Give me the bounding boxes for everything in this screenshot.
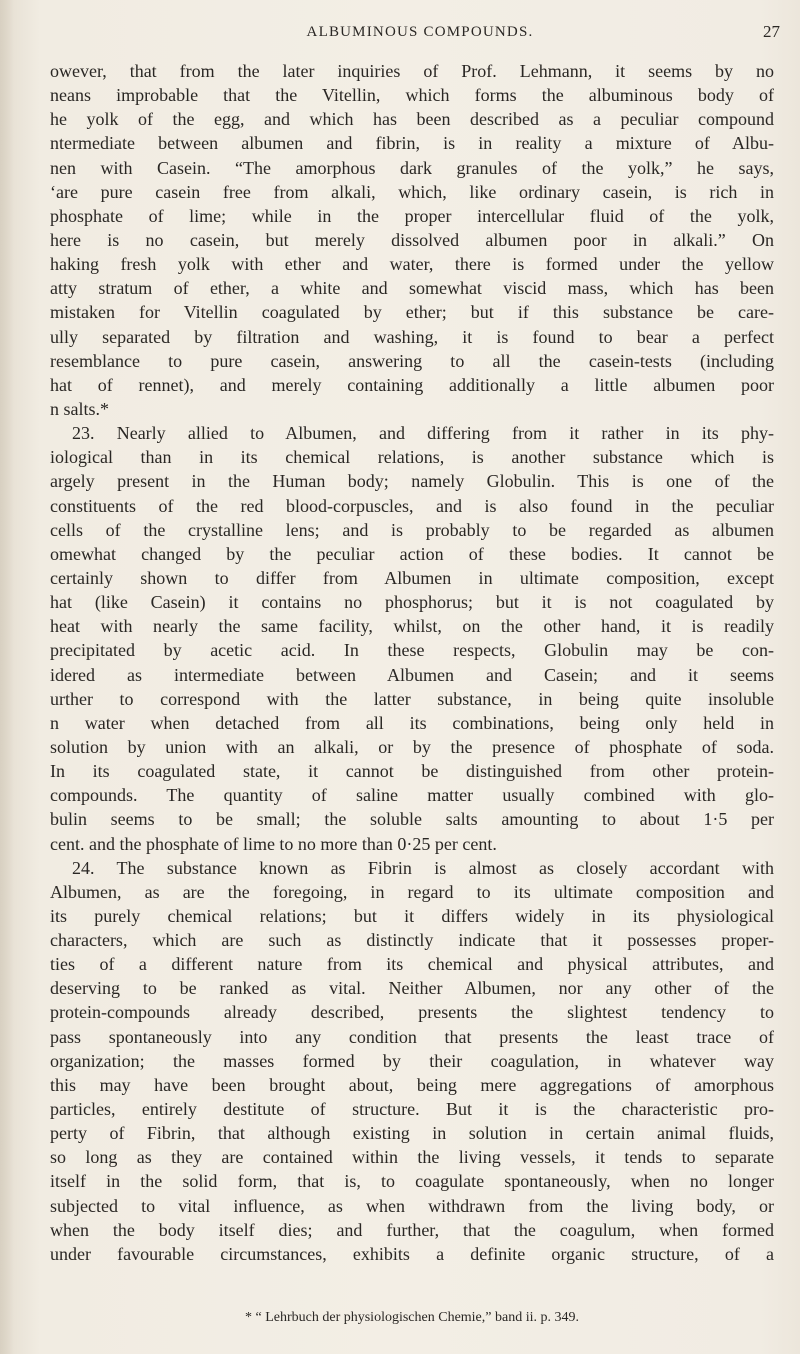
text-line: subjected to vital influence, as when withdrawn from the living body, or xyxy=(50,1195,774,1216)
text-line: characters, which are such as distinctly indicate that it possesses proper- xyxy=(50,930,774,951)
text-line: n salts.* xyxy=(50,398,110,419)
text-line: bulin seems to be small; the soluble salts amounting to about 1·5 per xyxy=(50,809,774,830)
text-line: pass spontaneously into any condition that presents the least trace of xyxy=(50,1026,774,1047)
text-line: deserving to be ranked as vital. Neither Albumen, nor any other of the xyxy=(50,978,774,999)
text-line: ties of a different nature from its chemical and physical attributes, and xyxy=(50,954,774,975)
text-line: ully separated by filtration and washing, it is found to bear a perfect xyxy=(50,326,774,347)
text-line: omewhat changed by the peculiar action of these bodies. It cannot be xyxy=(50,543,774,564)
text-line: phosphate of lime; while in the proper intercellular fluid of the yolk, xyxy=(50,205,774,226)
text-line: Albumen, as are the foregoing, in regard to its ultimate composition and xyxy=(50,881,774,902)
footnote: * “ Lehrbuch der physiologischen Chemie,” band ii. p. 349. xyxy=(245,1310,579,1325)
text-line: ntermediate between albumen and fibrin, is in reality a mixture of Albu- xyxy=(50,133,774,154)
text-line: its purely chemical relations; but it differs widely in its physiological xyxy=(50,905,774,926)
text-line: ‘are pure casein free from alkali, which, like ordinary casein, is rich in xyxy=(50,181,774,202)
text-line: compounds. The quantity of saline matter usually combined with glo- xyxy=(50,785,774,806)
text-line: heat with nearly the same facility, whilst, on the other hand, it is readily xyxy=(50,616,774,637)
text-line: cells of the crystalline lens; and is probably to be regarded as albumen xyxy=(50,519,774,540)
text-line: iological than in its chemical relations, is another substance which is xyxy=(50,447,774,468)
text-line: neans improbable that the Vitellin, which forms the albuminous body of xyxy=(50,85,774,106)
text-line: certainly shown to differ from Albumen in ultimate composition, except xyxy=(50,567,774,588)
text-line: hat (like Casein) it contains no phosphorus; but it is not coagulated by xyxy=(50,592,774,613)
running-head: ALBUMINOUS COMPOUNDS. xyxy=(306,24,534,40)
text-line: protein-compounds already described, presents the slightest tendency to xyxy=(50,1002,774,1023)
text-line: resemblance to pure casein, answering to all the casein-tests (including xyxy=(50,350,774,371)
text-line: here is no casein, but merely dissolved albumen poor in alkali.” On xyxy=(50,229,774,250)
text-line: atty stratum of ether, a white and somewhat viscid mass, which has been xyxy=(50,278,774,299)
text-line: constituents of the red blood-corpuscles, and is also found in the peculiar xyxy=(50,495,774,516)
text-line: idered as intermediate between Albumen and Casein; and it seems xyxy=(50,664,774,685)
text-line: he yolk of the egg, and which has been described as a peculiar compound xyxy=(50,109,774,130)
text-line: organization; the masses formed by their coagulation, in whatever way xyxy=(50,1050,774,1071)
text-line: haking fresh yolk with ether and water, there is formed under the yellow xyxy=(50,254,774,275)
text-line: owever, that from the later inquiries of Prof. Lehmann, it seems by no xyxy=(50,61,774,81)
text-line: mistaken for Vitellin coagulated by ether; but if this substance be care- xyxy=(50,302,774,323)
text-line: In its coagulated state, it cannot be distinguished from other protein- xyxy=(50,761,774,782)
text-line: itself in the solid form, that is, to coagulate spontaneously, when no longer xyxy=(50,1171,774,1192)
text-line: so long as they are contained within the living vessels, it tends to separate xyxy=(50,1147,774,1168)
text-line: when the body itself dies; and further, that the coagulum, when formed xyxy=(50,1219,774,1240)
text-line: perty of Fibrin, that although existing in solution in certain animal fluids, xyxy=(50,1123,774,1144)
text-line: argely present in the Human body; namely Globulin. This is one of the xyxy=(50,471,774,492)
paragraph-23-start: 23. Nearly allied to Albumen, and differing from it rather in its phy- xyxy=(72,423,774,444)
body-text xyxy=(50,59,774,1266)
text-line: hat of rennet), and merely containing additionally a little albumen poor xyxy=(50,374,774,395)
text-line: cent. and the phosphate of lime to no more than 0·25 per cent. xyxy=(50,833,497,854)
text-line: urther to correspond with the latter substance, in being quite insoluble xyxy=(50,688,774,709)
paragraph-24-start: 24. The substance known as Fibrin is almost as closely accordant with xyxy=(72,857,774,878)
page-header xyxy=(60,24,780,50)
text-line: precipitated by acetic acid. In these respects, Globulin may be con- xyxy=(50,640,774,661)
text-line: solution by union with an alkali, or by the presence of phosphate of soda. xyxy=(50,736,774,757)
text-line: nen with Casein. “The amorphous dark granules of the yolk,” he says, xyxy=(50,157,774,178)
text-line: n water when detached from all its combinations, being only held in xyxy=(50,712,774,733)
page-gutter-shadow xyxy=(0,0,14,1354)
text-line: under favourable circumstances, exhibits a definite organic structure, of a xyxy=(50,1243,774,1264)
text-line: this may have been brought about, being mere aggregations of amorphous xyxy=(50,1074,774,1095)
text-line: particles, entirely destitute of structure. But it is the characteristic pro- xyxy=(50,1099,774,1120)
page-number: 27 xyxy=(763,22,780,41)
